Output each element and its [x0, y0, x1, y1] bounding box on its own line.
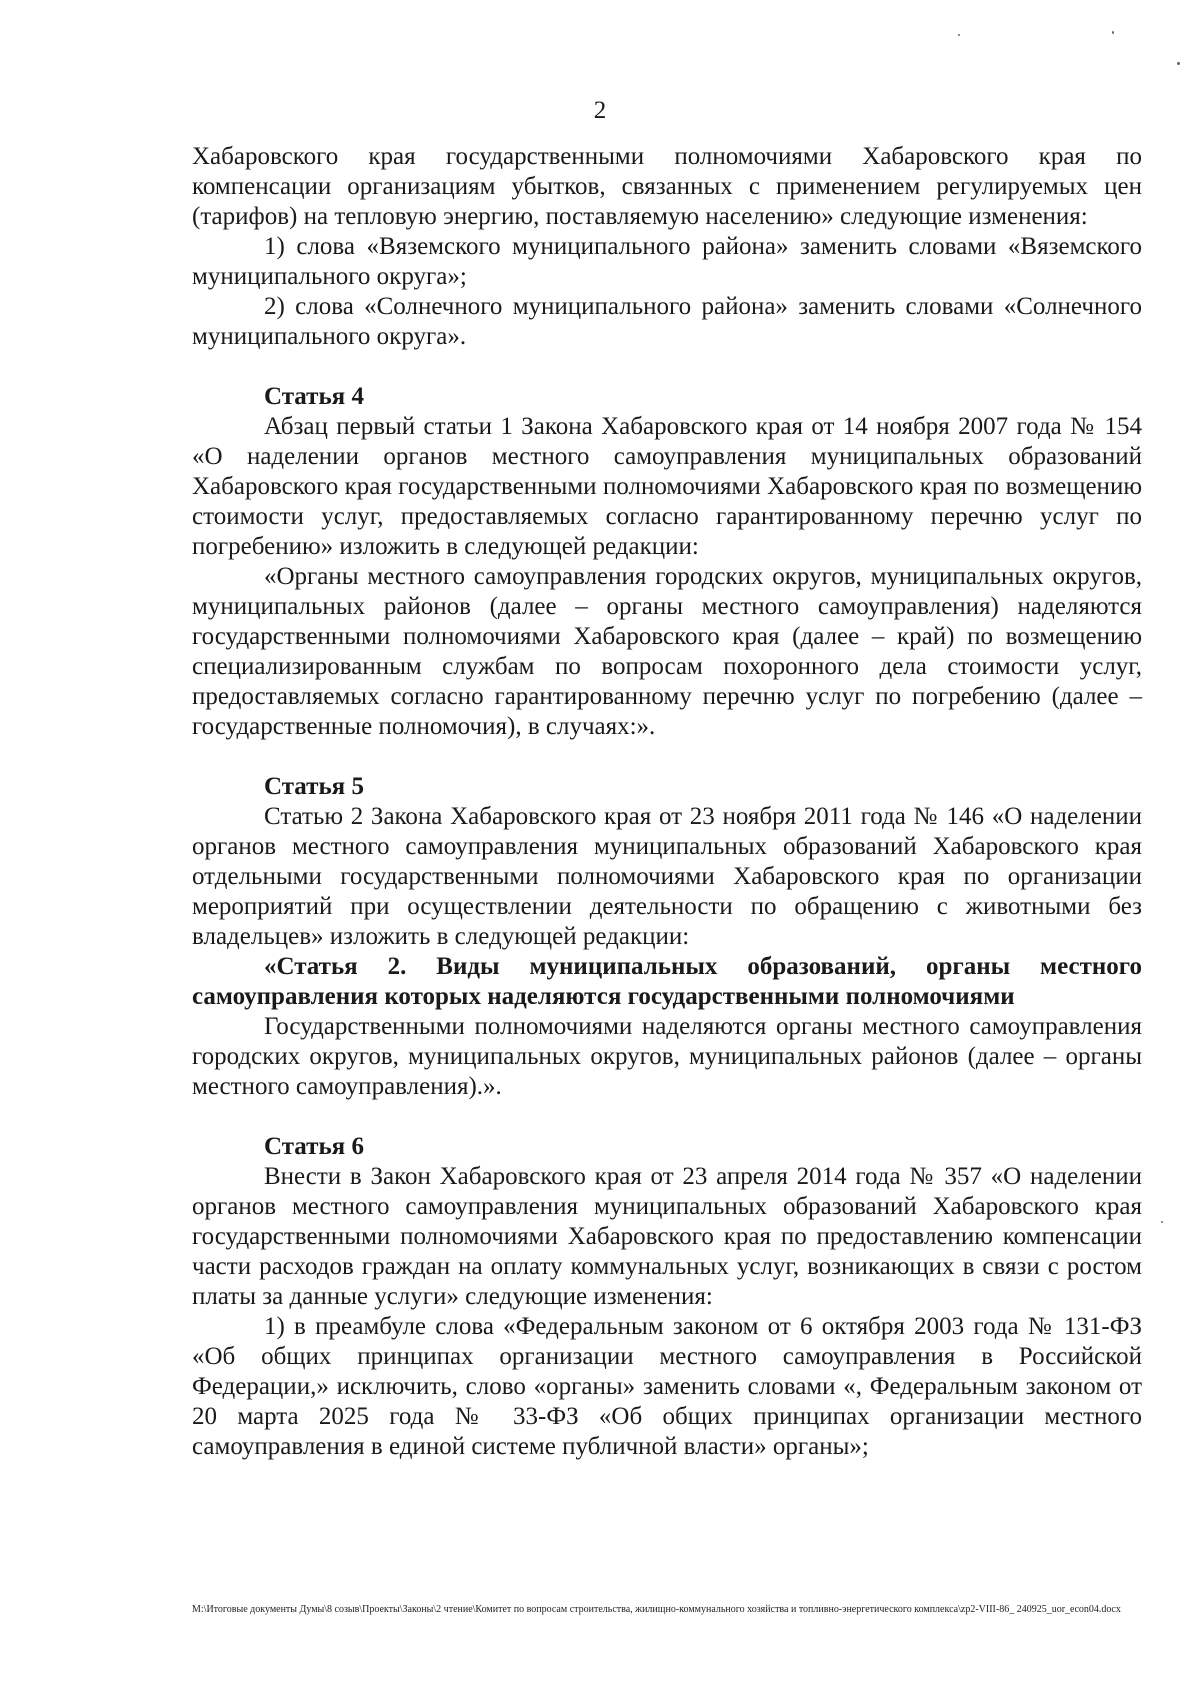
spacer: [192, 742, 1142, 772]
page-number: 2: [593, 97, 607, 124]
paragraph: Статью 2 Закона Хабаровского края от 23 ноября 2011 года № 146 «О наделении органов местного самоуправления муниципальных образований Хабаровского края отдельными государственными полномочиями Хабаровского края по организации мероприятий при осуществлении деятельности по обращению с животными без владельцев» изложить в следующей редакции:: [192, 803, 1142, 950]
spacer: [192, 1102, 1142, 1132]
list-item: 1) слова «Вяземского муниципального района» заменить словами «Вяземского муниципального округа»;: [192, 233, 1142, 290]
quoted-article-heading: «Статья 2. Виды муниципальных образований, органы местного самоуправления которых наделяются государственными полномочиями: [192, 953, 1142, 1010]
paragraph: Абзац первый статьи 1 Закона Хабаровского края от 14 ноября 2007 года № 154 «О наделении органов местного самоуправления муниципальных образований Хабаровского края государственными полномочиями Хабаровского края по возмещению стоимости услуг, предоставляемых согласно гарантированному перечню услуг по погребению» изложить в следующей редакции:: [192, 413, 1142, 560]
scan-speck: [1161, 1221, 1163, 1223]
paragraph: Государственными полномочиями наделяются органы местного самоуправления городских округов, муниципальных округов, муниципальных районов (далее – органы местного самоуправления).».: [192, 1013, 1142, 1100]
scan-speck: [1112, 31, 1114, 34]
document-body: [192, 142, 1142, 1462]
file-path-footer: M:\Итоговые документы Думы\8 созыв\Проекты\Законы\2 чтение\Комитет по вопросам строительства, жилищно-коммунального хозяйства и топливно-энергетического комплекса\zp2-VIII-86_ 240925_uor_econ04.docx: [192, 1604, 1121, 1615]
article-5-title: Статья 5: [264, 773, 364, 800]
list-item: 2) слова «Солнечного муниципального района» заменить словами «Солнечного муниципального округа».: [192, 293, 1142, 350]
article-6-title: Статья 6: [264, 1133, 364, 1160]
paragraph: «Органы местного самоуправления городских округов, муниципальных округов, муниципальных районов (далее – органы местного самоуправления) наделяются государственными полномочиями Хабаровского края (далее – край) по возмещению специализированным службам по вопросам похоронного дела стоимости услуг, предоставляемых согласно гарантированному перечню услуг по погребению (далее – государственные полномочия), в случаях:».: [192, 563, 1142, 740]
paragraph: Внести в Закон Хабаровского края от 23 апреля 2014 года № 357 «О наделении органов местного самоуправления муниципальных образований Хабаровского края государственными полномочиями Хабаровского края по предоставлению компенсации части расходов граждан на оплату коммунальных услуг, возникающих в связи с ростом платы за данные услуги» следующие изменения:: [192, 1163, 1142, 1310]
paragraph: Хабаровского края государственными полномочиями Хабаровского края по компенсации организациям убытков, связанных с применением регулируемых цен (тарифов) на тепловую энергию, поставляемую населению» следующие изменения:: [192, 143, 1142, 230]
spacer: [192, 352, 1142, 382]
scan-speck: [1177, 62, 1180, 65]
scan-speck: [958, 34, 960, 36]
list-item: 1) в преамбуле слова «Федеральным законом от 6 октября 2003 года № 131-ФЗ «Об общих принципах организации местного самоуправления в Российской Федерации,» исключить, слово «органы» заменить словами «, Федеральным законом от 20 марта 2025 года № 33-ФЗ «Об общих принципах организации местного самоуправления в единой системе публичной власти» органы»;: [192, 1313, 1142, 1460]
article-4-title: Статья 4: [264, 383, 364, 410]
